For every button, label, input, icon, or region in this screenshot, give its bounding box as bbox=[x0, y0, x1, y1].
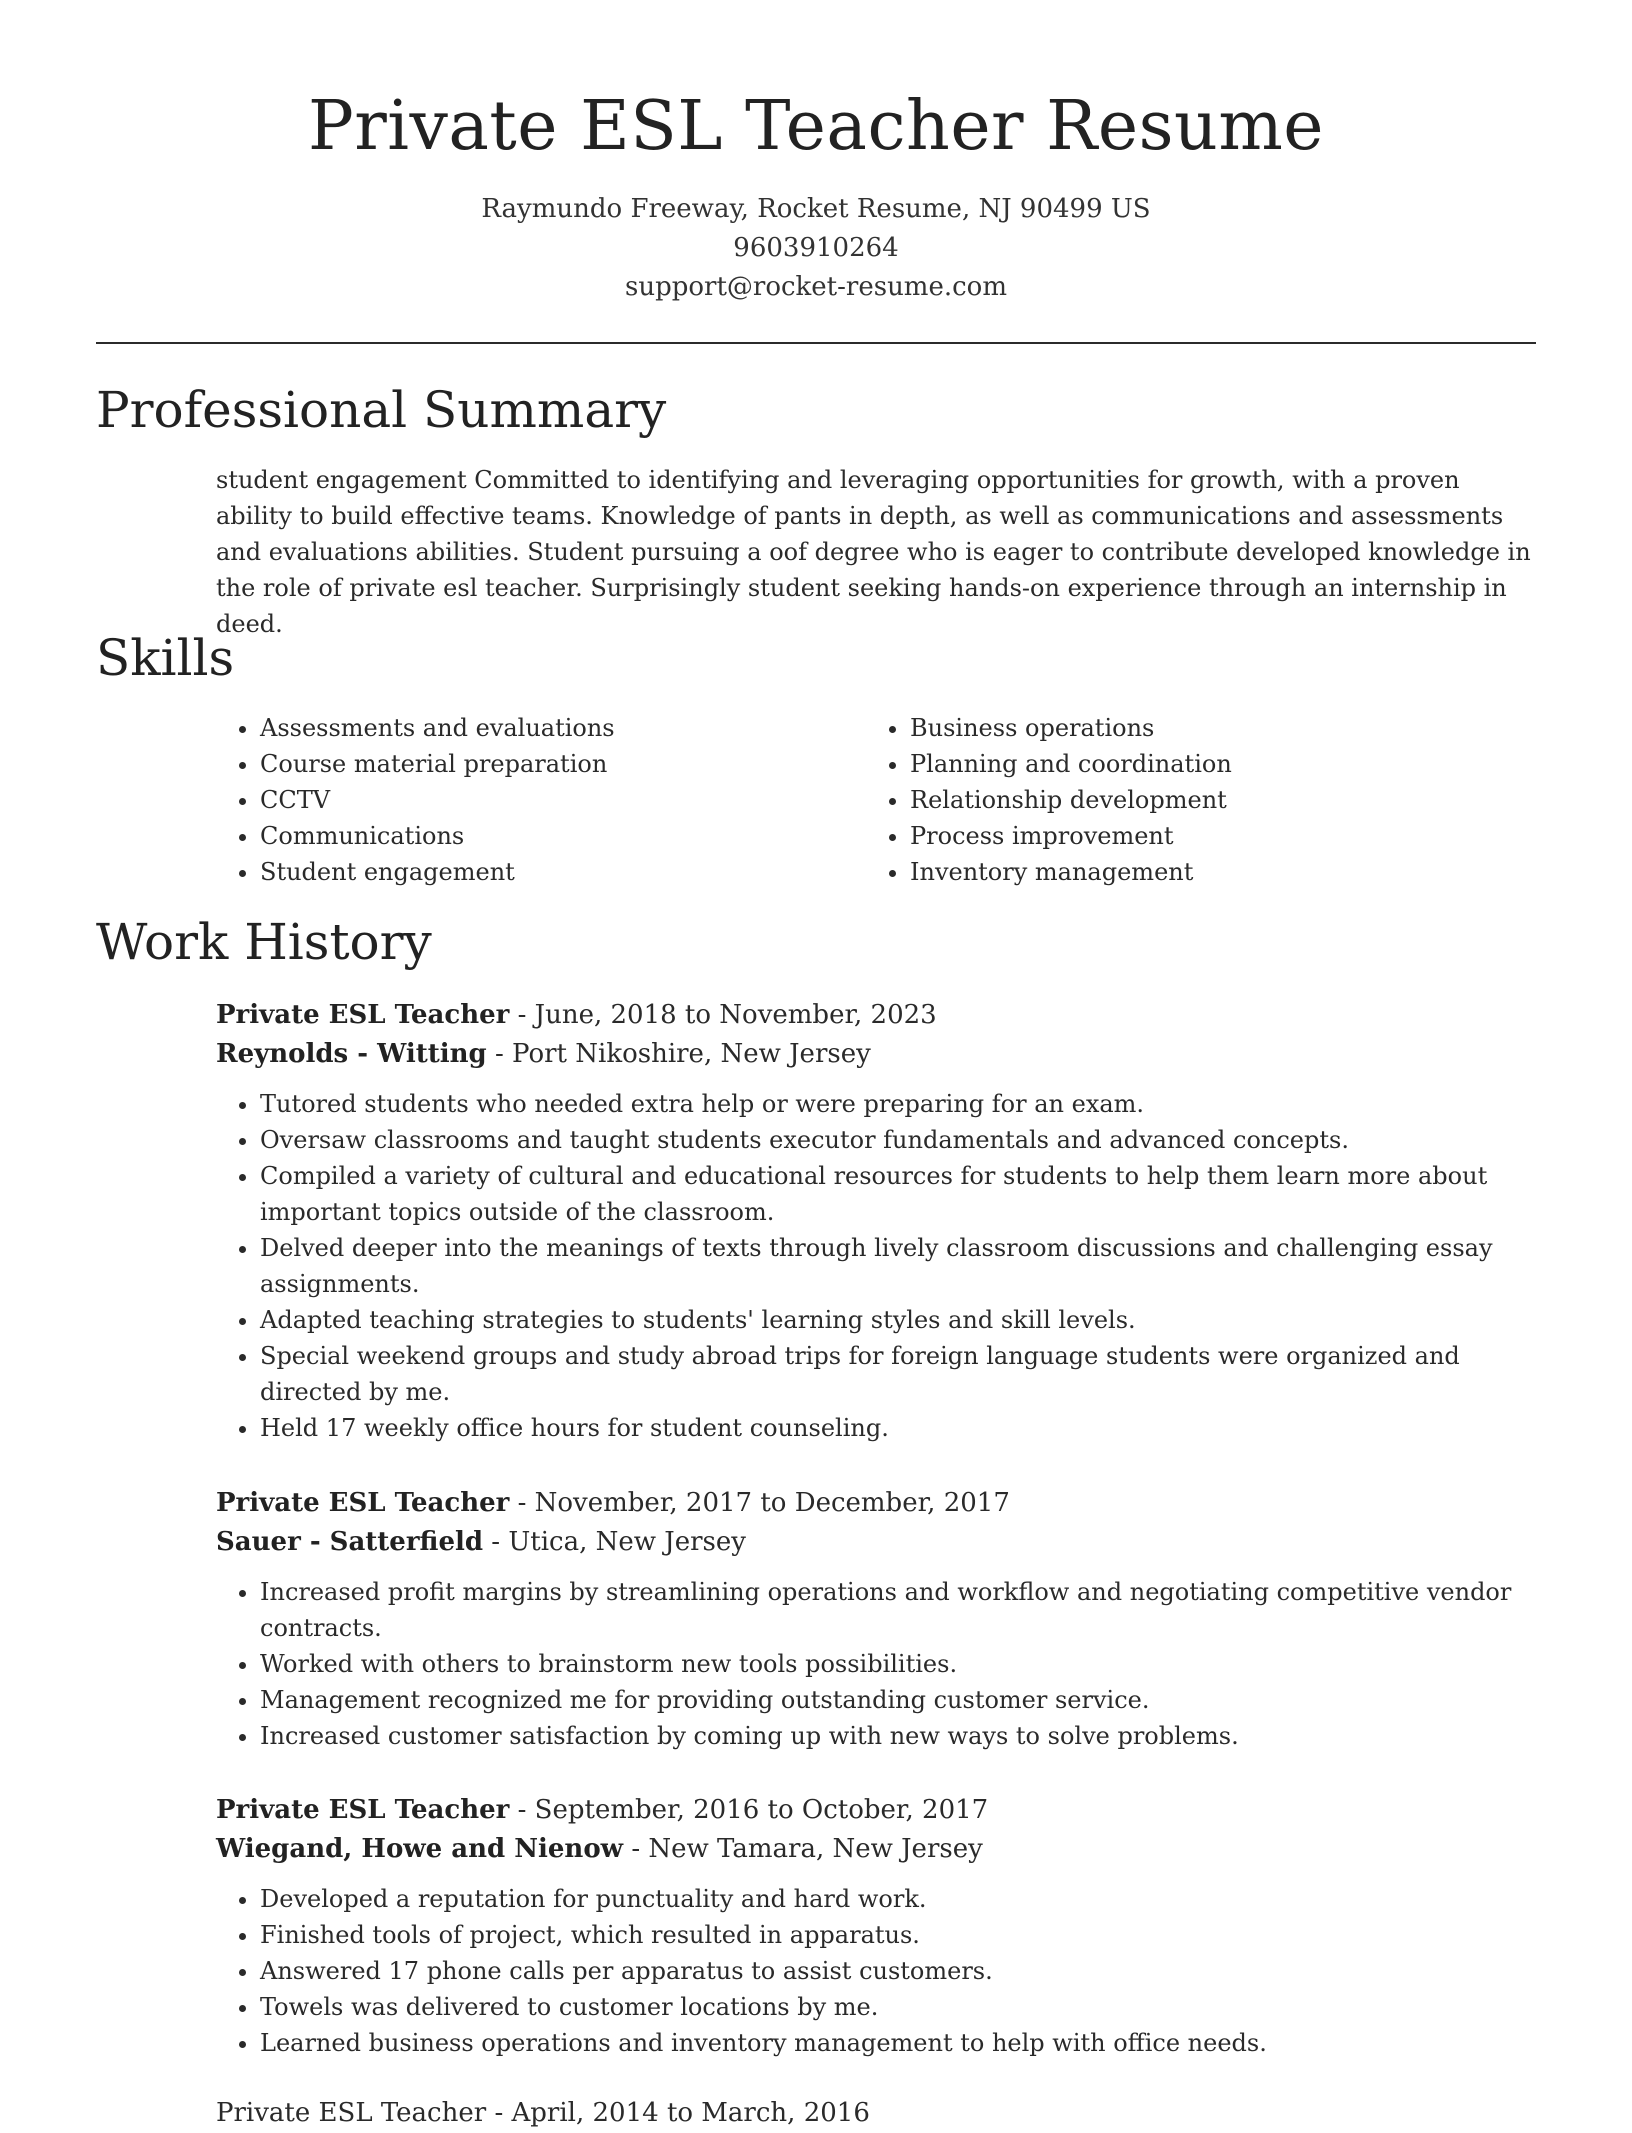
contact-address: Raymundo Freeway, Rocket Resume, NJ 90499 US bbox=[481, 194, 1151, 224]
skills-list-left bbox=[216, 710, 860, 890]
skills-heading: Skills bbox=[96, 629, 235, 687]
job-location: - Port Nikoshire, New Jersey bbox=[486, 1039, 871, 1069]
contact-info bbox=[96, 190, 1536, 307]
duty-item: • Towels was delivered to customer locations by me. bbox=[260, 1989, 1536, 2025]
duty-item: • Increased profit margins by streamlining operations and workflow and negotiating competitive vendor contracts. bbox=[260, 1574, 1536, 1646]
duty-item: • Oversaw classrooms and taught students executor fundamentals and advanced concepts. bbox=[260, 1122, 1536, 1158]
job-title-line bbox=[216, 1484, 1536, 1523]
duty-item: • Compiled a variety of cultural and educational resources for students to help them learn more about important topics outside of the classroom. bbox=[260, 1158, 1536, 1230]
job-company: Wiegand, Howe and Nienow bbox=[216, 1834, 624, 1864]
duty-item: • Worked with others to brainstorm new tools possibilities. bbox=[260, 1646, 1536, 1682]
job-duties bbox=[216, 1574, 1536, 1754]
job-company-line bbox=[216, 1830, 1536, 1869]
duty-item: • Special weekend groups and study abroad trips for foreign language students were organized and directed by me. bbox=[260, 1338, 1536, 1410]
contact-email: support@rocket-resume.com bbox=[624, 272, 1007, 302]
skill-item: • Relationship development bbox=[910, 782, 1580, 818]
job-duties bbox=[216, 1086, 1536, 1446]
summary-heading: Professional Summary bbox=[96, 381, 667, 439]
job-duties bbox=[216, 1881, 1536, 2061]
resume-header bbox=[96, 80, 1536, 307]
duty-item: • Finished tools of project, which resulted in apparatus. bbox=[260, 1917, 1536, 1953]
skill-item: • Course material preparation bbox=[260, 746, 860, 782]
duty-item: • Management recognized me for providing outstanding customer service. bbox=[260, 1682, 1536, 1718]
job-location: - New Tamara, New Jersey bbox=[623, 1834, 983, 1864]
job-title: Private ESL Teacher bbox=[216, 1488, 510, 1518]
skill-item: • Planning and coordination bbox=[910, 746, 1580, 782]
job-title-cutoff: Private ESL Teacher - April, 2014 to March, 2016 bbox=[216, 2098, 870, 2128]
job-company: Reynolds - Witting bbox=[216, 1039, 487, 1069]
duty-item: • Adapted teaching strategies to students' learning styles and skill levels. bbox=[260, 1302, 1536, 1338]
duty-item: • Increased customer satisfaction by coming up with new ways to solve problems. bbox=[260, 1718, 1536, 1754]
job-entry bbox=[216, 1484, 1536, 1754]
duty-item: • Learned business operations and inventory management to help with office needs. bbox=[260, 2025, 1536, 2061]
duty-item: • Tutored students who needed extra help or were preparing for an exam. bbox=[260, 1086, 1536, 1122]
job-title-line bbox=[216, 996, 1536, 1035]
job-dates: - September, 2016 to October, 2017 bbox=[509, 1795, 989, 1825]
summary-text: student engagement Committed to identifying and leveraging opportunities for growth, with a proven ability to build effective teams. Knowledge of pants in depth, as well as communications and assessments and evaluations abilities. Student pursuing a oof degree who is eager to contribute developed knowledge in the role of private esl teacher. Surprisingly student seeking hands-on experience through an internship in deed. bbox=[216, 466, 1531, 638]
skill-item: • Student engagement bbox=[260, 854, 860, 890]
job-dates: - June, 2018 to November, 2023 bbox=[509, 1000, 937, 1030]
job-entry bbox=[216, 996, 1536, 1446]
page-title: Private ESL Teacher Resume bbox=[307, 87, 1325, 166]
skill-item: • CCTV bbox=[260, 782, 860, 818]
job-company: Sauer - Satterfield bbox=[216, 1527, 484, 1557]
skill-item: • Inventory management bbox=[910, 854, 1580, 890]
duty-item: • Developed a reputation for punctuality and hard work. bbox=[260, 1881, 1536, 1917]
duty-item: • Delved deeper into the meanings of texts through lively classroom discussions and challenging essay assignments. bbox=[260, 1230, 1536, 1302]
job-title-line bbox=[216, 1791, 1536, 1830]
job-location: - Utica, New Jersey bbox=[483, 1527, 746, 1557]
skill-item: • Communications bbox=[260, 818, 860, 854]
job-title: Private ESL Teacher bbox=[216, 1795, 510, 1825]
skill-item: • Process improvement bbox=[910, 818, 1580, 854]
work-history-heading: Work History bbox=[96, 913, 432, 971]
job-title: Private ESL Teacher bbox=[216, 1000, 510, 1030]
header-divider bbox=[96, 342, 1536, 344]
job-company-line bbox=[216, 1523, 1536, 1562]
job-entry bbox=[216, 1791, 1536, 2061]
contact-phone: 9603910264 bbox=[733, 233, 899, 263]
skill-item: • Business operations bbox=[910, 710, 1580, 746]
job-dates: - November, 2017 to December, 2017 bbox=[509, 1488, 1010, 1518]
skill-item: • Assessments and evaluations bbox=[260, 710, 860, 746]
job-company-line bbox=[216, 1035, 1536, 1074]
skills-list-right bbox=[866, 710, 1580, 890]
duty-item: • Answered 17 phone calls per apparatus to assist customers. bbox=[260, 1953, 1536, 1989]
duty-item: • Held 17 weekly office hours for student counseling. bbox=[260, 1410, 1536, 1446]
